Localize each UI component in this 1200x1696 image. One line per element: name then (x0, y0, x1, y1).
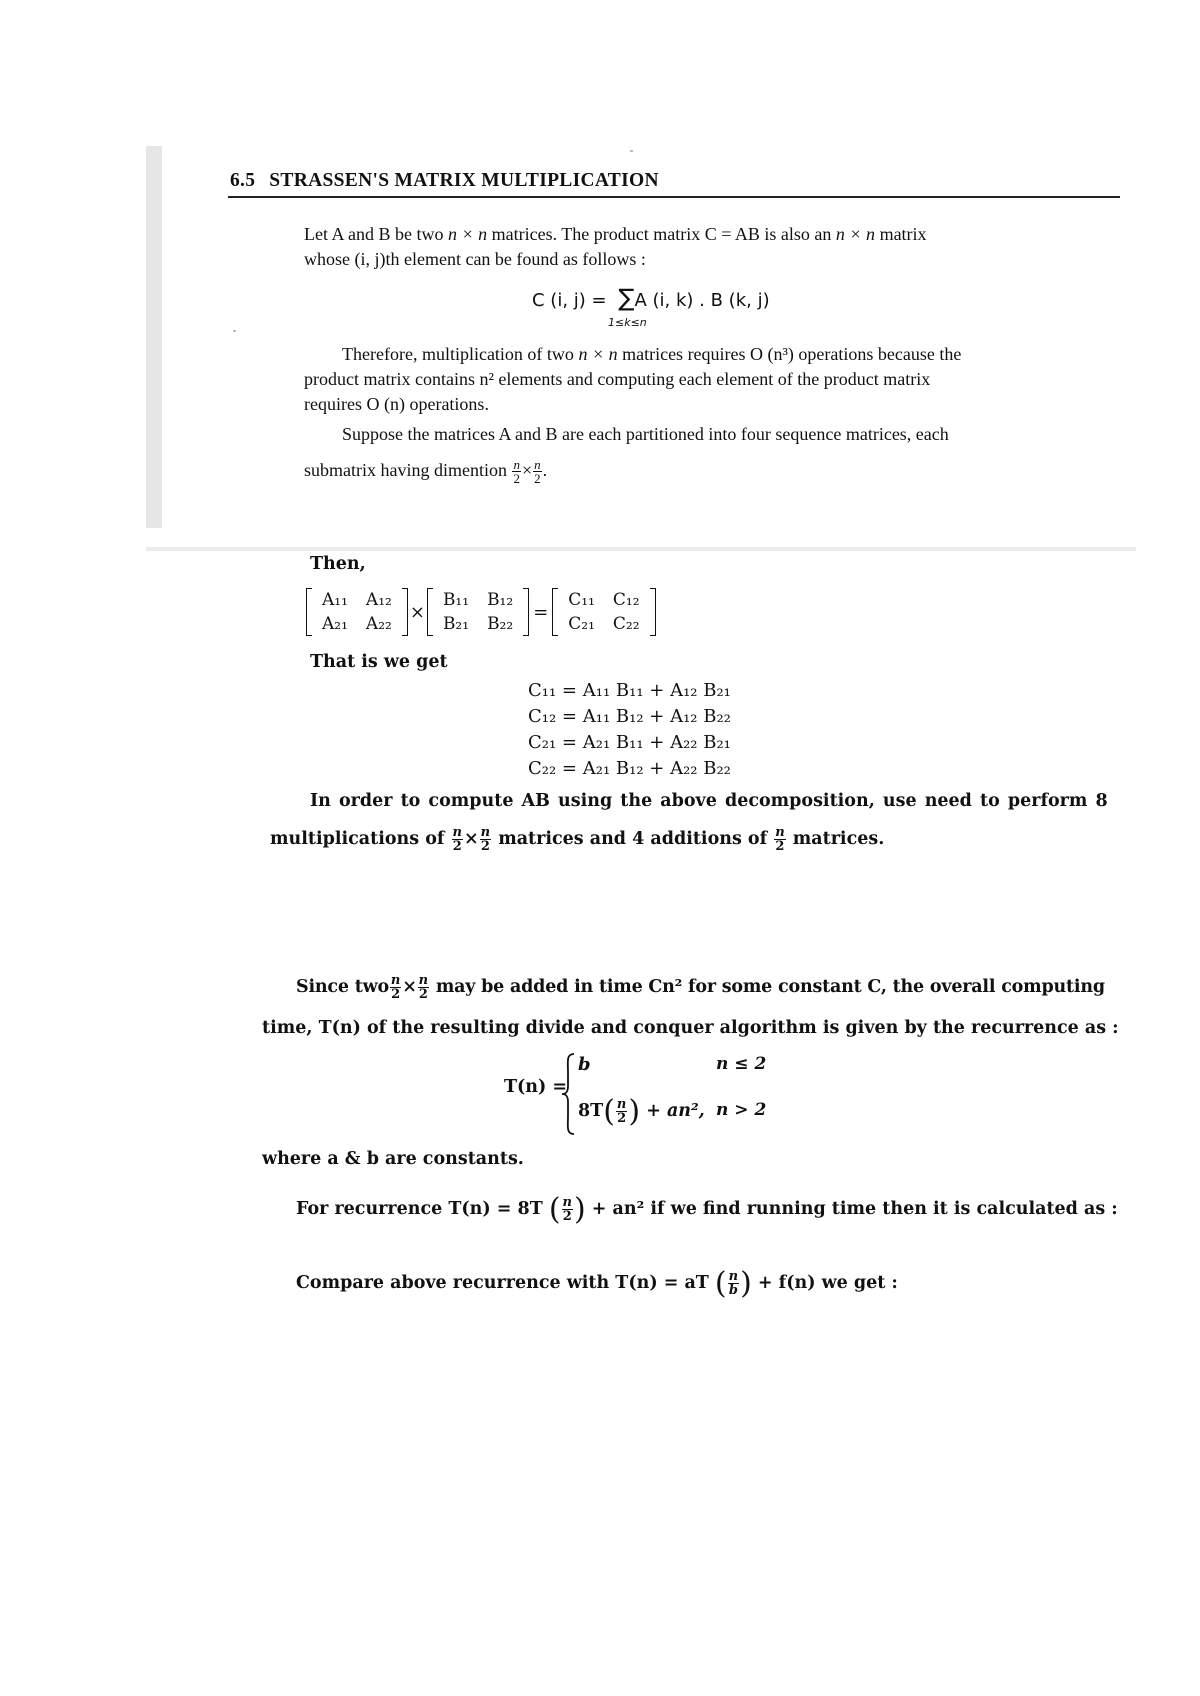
fraction-n-over-2: $\frac{n}{2}$ (452, 825, 462, 854)
fraction-n-over-2: $\frac{n}{2}$ (513, 457, 520, 487)
intro-nxn: n × n (835, 224, 876, 244)
then-label: Then, (310, 554, 366, 574)
since-line-1 (296, 974, 1105, 1001)
equation-c11: C₁₁ = A₁₁ B₁₁ + A₁₂ B₂₁ (528, 680, 731, 701)
recurrence-line (296, 1192, 1118, 1227)
matrix-cell: A₁₁ (322, 590, 348, 610)
fraction-n-over-2: $\frac{n}{2}$ (562, 1195, 572, 1224)
intro-text: Let A and B be two (304, 224, 444, 244)
paren-right: ) (740, 1266, 752, 1301)
period: . (542, 460, 548, 480)
compare-text: Compare above recurrence with T(n) = aT (296, 1273, 709, 1293)
case-2-text: + an², (646, 1101, 705, 1121)
times-sign: × (409, 601, 425, 623)
case-1-condition: n ≤ 2 (716, 1054, 767, 1074)
equation-c21: C₂₁ = A₂₁ B₁₁ + A₂₂ B₂₁ (528, 732, 731, 753)
order-text: matrices and 4 additions of (498, 829, 768, 849)
intro-nxn: n × n (447, 224, 488, 244)
fraction-n-over-2: $\frac{n}{2}$ (616, 1097, 627, 1126)
paren-left: ( (714, 1266, 727, 1301)
formula-lhs: C (i, j) = (532, 290, 607, 311)
recurrence-lhs: T(n) = (504, 1077, 568, 1097)
order-text: multiplications of (270, 829, 445, 849)
recurrence-text: + an² if we find running time then it is calculated as : (591, 1199, 1118, 1219)
times-sign: × (521, 460, 533, 480)
paren-right: ) (573, 1192, 586, 1227)
therefore-text: Therefore, multiplication of two (342, 344, 574, 364)
matrix-cell: B₁₁ (442, 590, 470, 610)
since-line-2: time, T(n) of the resulting divide and conquer algorithm is given by the recurrence as : (262, 1018, 1119, 1038)
scan-margin-bar (146, 146, 162, 528)
since-text: Since two (296, 977, 389, 997)
sum-formula (532, 284, 770, 312)
fraction-n-over-2: $\frac{n}{2}$ (390, 973, 401, 1002)
intro-text: matrix (879, 224, 927, 244)
matrix-cell: A₁₂ (365, 590, 392, 610)
times-sign: × (463, 829, 479, 849)
scan-speck (233, 330, 236, 332)
paren-right: ) (628, 1094, 641, 1129)
fraction-n-over-b: $\frac{n}{b}$ (728, 1269, 739, 1298)
sum-range: 1≤k≤n (608, 316, 647, 329)
matrix-cell: C₁₂ (612, 590, 640, 610)
suppose-text: submatrix having dimention (304, 460, 507, 480)
therefore-line-3: requires O (n) operations. (304, 394, 489, 414)
fraction-n-over-2: $\frac{n}{2}$ (775, 825, 785, 854)
scan-speck (630, 150, 633, 152)
matrix-cell: B₂₂ (487, 614, 514, 634)
therefore-line-1 (342, 342, 961, 367)
paren-left: ( (548, 1192, 561, 1227)
order-line-2 (270, 826, 884, 853)
intro-line-2: whose (i, j)th element can be found as follows : (304, 249, 646, 269)
heading-rule (228, 196, 1120, 198)
matrix-cell: A₂₁ (322, 614, 348, 634)
fraction-n-over-2: $\frac{n}{2}$ (480, 825, 491, 854)
fraction-n-over-2: $\frac{n}{2}$ (534, 457, 541, 487)
section-number: 6.5 (230, 170, 256, 191)
matrix-cell: C₂₁ (568, 614, 595, 634)
therefore-text: matrices requires O (n³) operations because the (622, 344, 962, 364)
suppose-line-2 (304, 458, 547, 485)
intro-text: matrices. The product matrix C = AB is also an (491, 224, 832, 244)
equation-c22: C₂₂ = A₂₁ B₁₂ + A₂₂ B₂₂ (528, 758, 731, 779)
order-text: matrices. (792, 829, 885, 849)
equals-sign: = (533, 601, 549, 623)
case-2-text: 8T (578, 1101, 604, 1121)
therefore-line-2: product matrix contains n² elements and computing each element of the product matrix (304, 369, 931, 389)
equation-c12: C₁₂ = A₁₁ B₁₂ + A₁₂ B₂₂ (528, 706, 731, 727)
section-title: STRASSEN'S MATRIX MULTIPLICATION (269, 170, 659, 191)
matrix-cell: A₂₂ (365, 614, 392, 634)
paren-left: ( (603, 1094, 615, 1129)
times-sign: × (402, 977, 417, 997)
matrix-c (552, 588, 655, 636)
where-line: where a & b are constants. (262, 1149, 524, 1169)
scan-separator (146, 547, 1136, 551)
compare-text: + f(n) we get : (757, 1273, 898, 1293)
case-1-value: b (578, 1054, 591, 1075)
matrix-cell: C₂₂ (612, 614, 640, 634)
section-heading (230, 170, 659, 192)
compare-line (296, 1266, 898, 1301)
therefore-nxn: n × n (578, 344, 618, 364)
matrix-b (427, 588, 529, 636)
that-is-label: That is we get (310, 652, 448, 672)
formula-rhs: A (i, k) . B (k, j) (634, 290, 770, 311)
fraction-n-over-2: $\frac{n}{2}$ (418, 973, 428, 1002)
sigma-symbol: ∑ (618, 284, 635, 312)
matrix-cell: C₁₁ (568, 590, 595, 610)
matrix-cell: B₂₁ (442, 614, 470, 634)
matrix-a (306, 588, 408, 636)
recurrence-text: For recurrence T(n) = 8T (296, 1199, 543, 1219)
since-text: may be added in time Cn² for some constant C, the overall computing (435, 977, 1105, 997)
suppose-line-1: Suppose the matrices A and B are each partitioned into four sequence matrices, each (342, 424, 949, 444)
order-line-1: In order to compute AB using the above decomposition, use need to perform 8 (310, 791, 1108, 811)
brace-icon (560, 1052, 578, 1136)
block-matrix-equation (306, 588, 656, 636)
matrix-cell: B₁₂ (487, 590, 514, 610)
case-2-value (578, 1094, 705, 1129)
intro-line-1 (304, 222, 927, 247)
case-2-condition: n > 2 (716, 1100, 767, 1120)
